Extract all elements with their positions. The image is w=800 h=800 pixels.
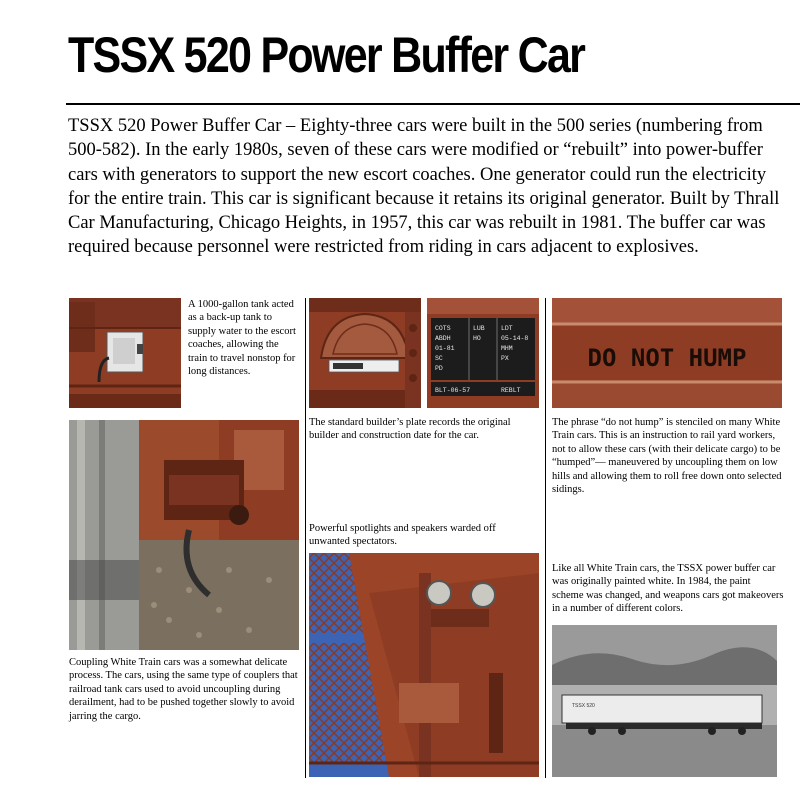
data-plate-right-3: PX	[501, 355, 509, 362]
caption-spotlights: Powerful spotlights and speakers warded off unwanted spectators.	[309, 523, 496, 548]
photo-builders-plate	[309, 298, 421, 408]
photo-spotlights	[309, 553, 539, 777]
data-plate-mid-0: LUB	[473, 325, 485, 332]
caption-paint: Like all White Train cars, the TSSX power buffer car was originally painted white. In 1984, the paint scheme was changed, and weapons cars got makeovers in a number of different colors.	[552, 563, 784, 615]
data-plate-left-3: SC	[435, 355, 443, 362]
data-plate-right-0: LDT	[501, 325, 513, 332]
stencil-do-not-hump: DO NOT HUMP	[587, 344, 747, 372]
data-plate-right-1: 05-14-8	[501, 335, 529, 342]
photo-water-tank	[69, 298, 181, 408]
photo-data-plate	[427, 298, 539, 408]
data-plate-left-2: 01-81	[435, 345, 455, 352]
caption-do-not-hump: The phrase “do not hump” is stenciled on many White Train cars. This is an instruction to rail yard workers, not to allow these cars (with their delicate cargo) to be “humped”— maneuvered by uncoupling them on low hills and allowing them to roll free down onto selected sidings.	[552, 417, 782, 496]
data-plate-mid-1: HO	[473, 335, 481, 342]
photo-coupling	[69, 420, 299, 650]
column-divider-left	[305, 298, 306, 778]
intro-paragraph: TSSX 520 Power Buffer Car – Eighty-three cars were built in the 500 series (numbering from 500-582). In the early 1980s, seven of these cars were modified or “rebuilt” into power-buffer cars with generators to support the new escort coaches. One generator could run the electricity for the entire train. This car is significant because it retains its original generator. Built by Thrall Car Manufacturing, Chicago Heights, in 1957, this car was rebuilt in 1981. The buffer car was required because personnel were restricted from riding in cars adjacent to explosives.	[68, 116, 780, 258]
caption-coupling: Coupling White Train cars was a somewhat delicate process. The cars, using the same type of couplers that railroad tank cars used to avoid uncoupling during derailment, had to be pushed together slowly to avoid jarring the cargo.	[69, 657, 298, 722]
photo-white-car	[552, 625, 777, 777]
data-plate-right-2: MHM	[501, 345, 513, 352]
caption-builders-plate: The standard builder’s plate records the original builder and construction date for the car.	[309, 417, 511, 442]
data-plate-rebuilt: REBLT	[501, 387, 521, 394]
white-car-reporting-mark: TSSX 520	[572, 703, 595, 709]
data-plate-left-4: PD	[435, 365, 443, 372]
caption-water-tank: A 1000-gallon tank acted as a back-up tank to supply water to the escort coaches, allowing the train to travel nonstop for long distances.	[188, 299, 296, 378]
column-divider-right	[545, 298, 546, 778]
photo-do-not-hump	[552, 298, 782, 408]
title-rule	[66, 103, 800, 105]
data-plate-built: BLT-06-57	[435, 387, 471, 394]
data-plate-left-1: ABDH	[435, 335, 451, 342]
data-plate-left-0: COTS	[435, 325, 451, 332]
page-title: TSSX 520 Power Buffer Car	[68, 27, 585, 83]
